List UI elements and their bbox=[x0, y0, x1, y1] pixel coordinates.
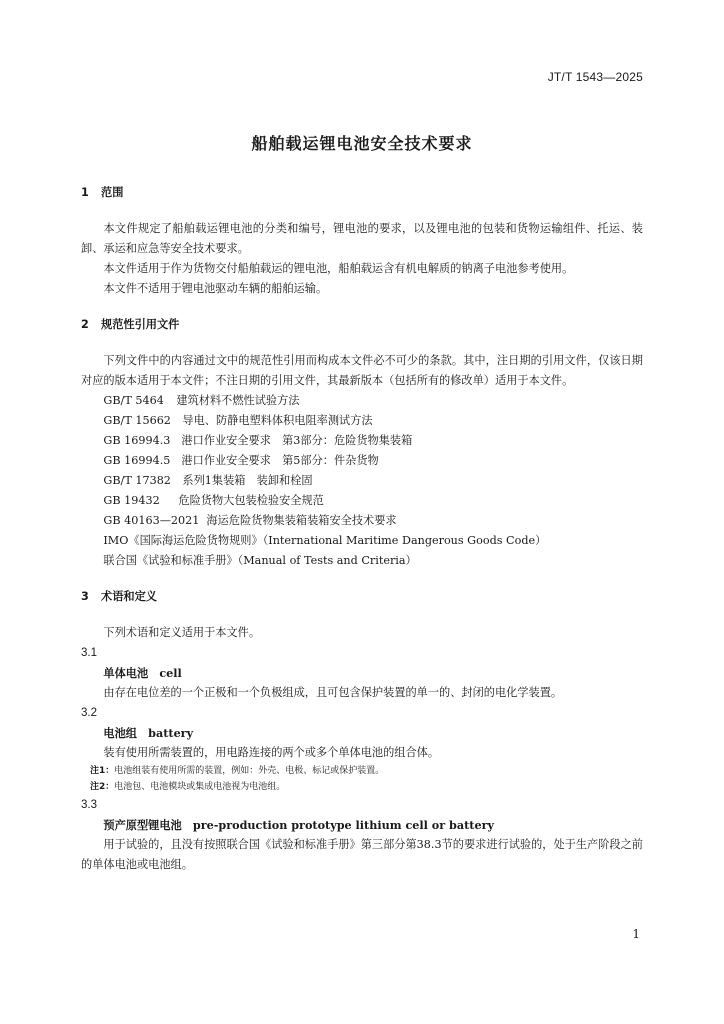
reference-code: GB 40163—2021 bbox=[103, 514, 200, 527]
reference-code: GB 19432 bbox=[103, 494, 160, 507]
reference-code: GB/T 15662 bbox=[103, 414, 171, 427]
reference-title: 导电、防静电塑料体积电阻率测试方法 bbox=[182, 414, 373, 427]
paragraph: 下列文件中的内容通过文中的规范性引用而构成本文件必不可少的条款。其中，注日期的引用文件，仅该日期对应的版本适用于本文件；不注日期的引用文件，其最新版本（包括所有的修改单）适用于本文件。 bbox=[81, 354, 643, 387]
reference-code: GB 16994.3 bbox=[103, 434, 171, 447]
reference-code: GB/T 5464 bbox=[103, 394, 164, 407]
section-title: 规范性引用文件 bbox=[101, 318, 180, 331]
reference-item bbox=[81, 471, 643, 491]
reference-item bbox=[81, 431, 643, 451]
term-name-zh: 电池组 bbox=[103, 726, 137, 740]
reference-item bbox=[81, 491, 643, 511]
reference-title: 系列1集装箱 装卸和栓固 bbox=[182, 474, 313, 487]
term-name-en: cell bbox=[159, 666, 182, 680]
note-text: 电池组装有使用所需的装置，例如：外壳、电极、标记或保护装置。 bbox=[114, 766, 385, 776]
reference-item bbox=[81, 411, 643, 431]
term-name bbox=[81, 723, 643, 743]
section-title: 范围 bbox=[101, 186, 124, 199]
reference-code: GB 16994.5 bbox=[103, 454, 171, 467]
section-2-heading bbox=[81, 315, 643, 335]
note-label: 注2： bbox=[90, 782, 115, 792]
section-number: 1 bbox=[81, 186, 89, 199]
term-definition: 装有使用所需装置的，用电路连接的两个或多个单体电池的组合体。 bbox=[103, 746, 440, 759]
note-label: 注1： bbox=[90, 766, 115, 776]
paragraph: 本文件规定了船舶载运锂电池的分类和编号，锂电池的要求，以及锂电池的包装和货物运输组件、托运、装卸、承运和应急等安全技术要求。 bbox=[81, 222, 643, 255]
paragraph: 本文件适用于作为货物交付船舶载运的锂电池，船舶载运含有机电解质的钠离子电池参考使用。 bbox=[103, 262, 574, 275]
term-name bbox=[81, 663, 643, 683]
reference-title: 建筑材料不燃性试验方法 bbox=[176, 394, 300, 407]
section-number: 3 bbox=[81, 590, 89, 603]
reference-item: 联合国《试验和标准手册》（Manual of Tests and Criteria） bbox=[103, 554, 417, 567]
term-definition: 由存在电位差的一个正极和一个负极组成，且可包含保护装置的单一的、封闭的电化学装置。 bbox=[103, 686, 563, 699]
reference-title: 海运危险货物集装箱装箱安全技术要求 bbox=[206, 514, 397, 527]
paragraph: 本文件不适用于锂电池驱动车辆的船舶运输。 bbox=[103, 282, 328, 295]
page-number: 1 bbox=[632, 927, 640, 941]
term-name-zh: 预产原型锂电池 bbox=[103, 818, 182, 832]
term-name bbox=[81, 815, 643, 835]
section-3-heading bbox=[81, 587, 643, 607]
term-note bbox=[81, 763, 643, 779]
document-body bbox=[81, 183, 643, 875]
term-note bbox=[81, 779, 643, 795]
document-title: 船舶载运锂电池安全技术要求 bbox=[251, 134, 473, 153]
standard-code: JT/T 1543—2025 bbox=[547, 70, 643, 84]
paragraph: 下列术语和定义适用于本文件。 bbox=[103, 626, 261, 639]
reference-item bbox=[81, 451, 643, 471]
reference-item bbox=[81, 511, 643, 531]
reference-title: 港口作业安全要求 第5部分：件杂货物 bbox=[181, 454, 379, 467]
reference-title: 港口作业安全要求 第3部分：危险货物集装箱 bbox=[181, 434, 413, 447]
term-name-en: battery bbox=[148, 726, 194, 740]
term-name-en: pre-production prototype lithium cell or battery bbox=[192, 818, 494, 832]
section-title: 术语和定义 bbox=[101, 590, 157, 603]
section-1-heading bbox=[81, 183, 643, 203]
note-text: 电池包、电池模块或集成电池视为电池组。 bbox=[114, 782, 286, 792]
reference-title: 危险货物大包装检验安全规范 bbox=[178, 494, 324, 507]
section-number: 2 bbox=[81, 318, 89, 331]
term-number: 3.3 bbox=[81, 799, 97, 811]
term-definition: 用于试验的，且没有按照联合国《试验和标准手册》第三部分第38.3节的要求进行试验的，处于生产阶段之前的单体电池或电池组。 bbox=[81, 838, 643, 871]
term-name-zh: 单体电池 bbox=[103, 666, 149, 680]
reference-item: IMO《国际海运危险货物规则》（International Maritime Dangerous Goods Code） bbox=[103, 534, 547, 547]
term-number: 3.2 bbox=[81, 707, 97, 719]
reference-code: GB/T 17382 bbox=[103, 474, 171, 487]
term-number: 3.1 bbox=[81, 647, 97, 659]
reference-item bbox=[81, 391, 643, 411]
